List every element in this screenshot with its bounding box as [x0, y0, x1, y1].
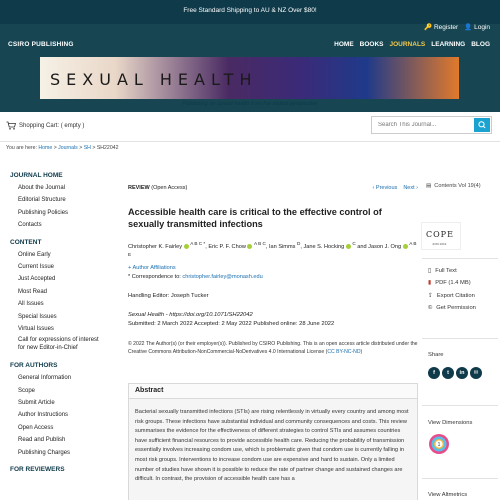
- author-affil: D: [296, 241, 301, 246]
- email-icon[interactable]: ✉: [470, 367, 482, 379]
- author-name[interactable]: Christopher K. Fairley: [128, 243, 183, 250]
- sidebar-item-online-early[interactable]: Online Early: [18, 251, 51, 258]
- license-notice: [128, 340, 418, 356]
- divider: [422, 478, 498, 479]
- publisher-logo[interactable]: CSIRO PUBLISHING: [8, 41, 74, 48]
- author-affiliations-toggle[interactable]: + Author Affiliations: [128, 265, 176, 271]
- journal-banner[interactable]: [40, 57, 459, 99]
- sidebar-heading-journal-home[interactable]: JOURNAL HOME: [10, 172, 63, 179]
- share-heading: Share: [428, 352, 444, 358]
- register-label: Register: [433, 24, 459, 31]
- breadcrumb-home[interactable]: Home: [38, 145, 53, 151]
- doi-line[interactable]: Sexual Health - https://doi.org/10.1071/SH22042: [128, 312, 253, 318]
- pdf-link[interactable]: [428, 280, 471, 286]
- handling-editor: Handling Editor: Joseph Tucker: [128, 293, 209, 299]
- license-text: © 2022 The Author(s) (or their employer(s)). Published by CSIRO Publishing. This is an open access article distributed under the Creative Commons Attribution-NonCommercial-NoDerivatives 4.0 International License (: [128, 341, 418, 355]
- sidebar-item-policies[interactable]: Publishing Policies: [18, 209, 69, 216]
- nav-blog[interactable]: BLOG: [471, 41, 490, 48]
- cope-logo[interactable]: [421, 222, 461, 250]
- linkedin-icon[interactable]: in: [456, 367, 468, 379]
- dimensions-count: 1: [437, 442, 441, 448]
- get-permission-link[interactable]: [428, 305, 476, 311]
- sidebar-item-general-info[interactable]: General Information: [18, 375, 72, 382]
- account-links: [424, 23, 490, 31]
- sidebar-item-open-access[interactable]: Open Access: [18, 424, 54, 431]
- full-text-link[interactable]: [428, 268, 457, 274]
- sidebar-item-most-read[interactable]: Most Read: [18, 288, 48, 295]
- license-end: ): [360, 349, 363, 355]
- facebook-icon[interactable]: f: [428, 367, 440, 379]
- journal-search: [371, 116, 492, 134]
- article-type: [128, 185, 187, 191]
- author-affil: A B C: [253, 241, 266, 246]
- shipping-banner: [0, 0, 500, 24]
- divider: [422, 258, 498, 259]
- search-icon: [474, 118, 490, 132]
- next-link[interactable]: Next ›: [403, 185, 418, 191]
- correspondence-email[interactable]: christopher.fairley@monash.edu: [182, 274, 263, 280]
- breadcrumb-current: SH22042: [96, 145, 119, 151]
- author-affil: A B E: [128, 241, 417, 257]
- breadcrumb-journals[interactable]: Journals: [58, 145, 78, 151]
- divider: [422, 405, 498, 406]
- social-share: [428, 367, 482, 379]
- dimensions-badge[interactable]: [428, 433, 450, 455]
- journal-sidebar: [6, 170, 106, 476]
- abstract-heading: Abstract: [128, 383, 418, 399]
- export-label: Export Citation: [436, 293, 475, 299]
- author-affil: A B C *: [190, 241, 206, 246]
- register-link[interactable]: 🔑 Register: [424, 24, 459, 31]
- login-label: Login: [474, 24, 490, 31]
- cope-name: COPE: [426, 230, 454, 239]
- dimensions-heading: View Dimensions: [428, 420, 473, 426]
- cart-icon: [6, 121, 16, 130]
- nav-books[interactable]: BOOKS: [359, 41, 384, 48]
- sidebar-item-just-accepted[interactable]: Just Accepted: [18, 276, 56, 283]
- twitter-icon[interactable]: t: [442, 367, 454, 379]
- publication-info: [128, 311, 418, 328]
- shopping-cart[interactable]: [6, 121, 84, 130]
- breadcrumb-prefix: You are here:: [6, 145, 39, 151]
- sidebar-item-virtual-issues[interactable]: Virtual Issues: [18, 325, 54, 332]
- document-icon: ▯: [428, 268, 432, 274]
- sidebar-item-editorial[interactable]: Editorial Structure: [18, 197, 66, 204]
- contents-icon: ▤: [426, 183, 432, 189]
- divider: [422, 338, 498, 339]
- cart-label: Shopping Cart: ( empty ): [19, 122, 85, 129]
- contents-link[interactable]: [426, 183, 481, 189]
- sidebar-item-instructions[interactable]: Author Instructions: [18, 412, 69, 419]
- correspondence-prefix: * Correspondence to:: [128, 274, 183, 280]
- publication-dates: Submitted: 2 March 2022 Accepted: 2 May 2022 Published online: 28 June 2022: [128, 320, 335, 327]
- sidebar-item-read-publish[interactable]: Read and Publish: [18, 437, 66, 444]
- article-title: Accessible health care is critical to the effective control of sexually transmitted infections: [128, 207, 382, 229]
- sidebar-item-about[interactable]: About the Journal: [18, 185, 66, 191]
- sidebar-item-editor-call[interactable]: Call for expressions of interest for new Editor-in-Chief: [18, 337, 99, 352]
- orcid-icon[interactable]: [184, 244, 189, 249]
- login-link[interactable]: 👤 Login: [464, 24, 490, 31]
- sidebar-item-contacts[interactable]: Contacts: [18, 222, 42, 229]
- shipping-text: Free Standard Shipping to AU & NZ Over $80!: [183, 7, 317, 14]
- previous-label: Previous: [375, 185, 398, 191]
- abstract-text: Bacterial sexually transmitted infections (STIs) are rising relentlessly in virtually every country and among most risk groups. These infections have substantial individual and community consequences and costs. This review summarises the evidence for the effectiveness of different strategies to control STIs and assumes countries have sufficient financial resources to provide accessible health care. Reducing the probability of transmission essentially involves increasing condom use, which is problematic given that condom use is currently falling in most risk groups. Interventions to increase condom use are expensive and hard to sustain. Only a limited number of studies have shown it is possible to reduce the rate of partner change and sustained changes are difficult. In contrast, the provision of accessible health care has a: [128, 399, 418, 500]
- full-text-label: Full Text: [435, 268, 457, 274]
- author-name[interactable]: Jane S. Hocking: [303, 243, 345, 250]
- altmetrics-heading: View Altmetrics: [428, 492, 468, 498]
- next-label: Next: [403, 185, 415, 191]
- cope-sub: JOIN 2019: [432, 242, 447, 246]
- access-label: (Open Access): [151, 185, 188, 191]
- export-citation-link[interactable]: [428, 293, 475, 299]
- author-name[interactable]: Eric P. F. Chow: [208, 243, 246, 250]
- article-toolbar: [128, 183, 418, 193]
- copyright-icon: ©: [428, 305, 433, 311]
- author-affil: C: [352, 241, 356, 246]
- sidebar-item-charges[interactable]: Publishing Charges: [18, 449, 71, 456]
- previous-link[interactable]: ‹ Previous: [372, 185, 398, 191]
- correspondence: [128, 274, 263, 280]
- nav-journals[interactable]: JOURNALS: [389, 41, 426, 48]
- journal-title: SEXUAL HEALTH: [50, 70, 258, 89]
- journal-tagline: Publishing on sexual health from the widest perspective: [182, 101, 318, 107]
- search-button[interactable]: [474, 118, 490, 132]
- author-name[interactable]: Ian Simms: [269, 243, 296, 250]
- export-icon: ⇪: [428, 293, 433, 299]
- sidebar-heading-reviewers[interactable]: FOR REVIEWERS: [10, 466, 65, 474]
- sidebar-item-all-issues[interactable]: All Issues: [18, 301, 44, 308]
- sidebar-item-submit[interactable]: Submit Article: [18, 400, 55, 407]
- sidebar-item-scope[interactable]: Scope: [18, 387, 36, 394]
- orcid-icon[interactable]: [346, 244, 351, 249]
- sidebar-item-special-issues[interactable]: Special Issues: [18, 313, 57, 320]
- pdf-icon: ▮: [428, 280, 432, 286]
- orcid-icon[interactable]: [247, 244, 252, 249]
- breadcrumb: You are here: Home > Journals > SH > SH22042: [6, 145, 119, 151]
- review-label: REVIEW: [128, 185, 150, 191]
- author-list: Christopher K. Fairley $^{A B C *}$, Eric P. F. Chow $^{A B C}$, Ian Simms $^D$, Jane S. Hocking $^C$ and Jason J. Ong $^{A B E}$: [128, 241, 417, 257]
- breadcrumb-sh[interactable]: SH: [83, 145, 91, 151]
- contents-label: Contents Vol 19(4): [434, 183, 481, 189]
- search-input[interactable]: [372, 117, 474, 133]
- article-nav: [373, 185, 418, 191]
- nav-home[interactable]: HOME: [334, 41, 354, 48]
- main-nav: [334, 41, 490, 48]
- permission-label: Get Permission: [436, 305, 476, 311]
- license-link[interactable]: CC BY-NC-ND: [327, 349, 361, 355]
- sidebar-item-current-issue[interactable]: Current Issue: [18, 263, 55, 270]
- orcid-icon[interactable]: [403, 244, 408, 249]
- nav-learning[interactable]: LEARNING: [431, 41, 466, 48]
- sidebar-heading-content[interactable]: CONTENT: [10, 238, 42, 246]
- sidebar-heading-authors[interactable]: FOR AUTHORS: [10, 362, 58, 370]
- author-name[interactable]: Jason J. Ong: [368, 243, 402, 250]
- pdf-label: PDF (1.4 MB): [435, 280, 471, 286]
